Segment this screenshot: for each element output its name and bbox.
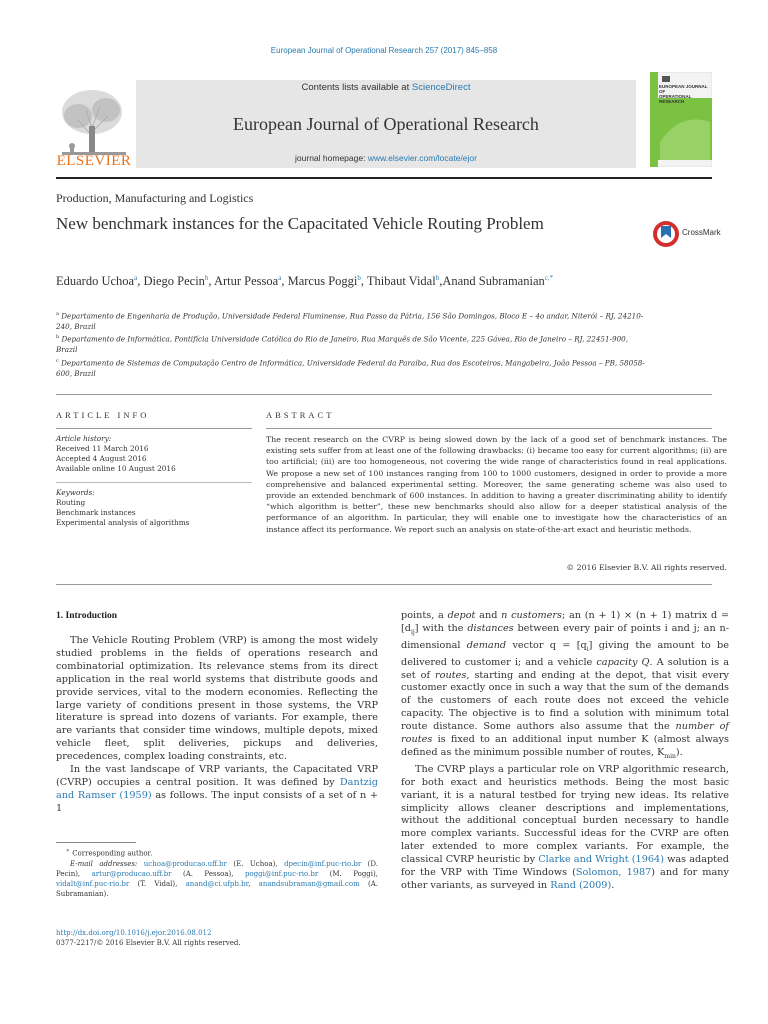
email-owner: (M. Poggi), [318,869,378,878]
email-owner: (A. Pessoa), [171,869,245,878]
author-separator: , [439,274,443,289]
intro-heading: 1. Introduction [56,611,118,621]
affiliation [56,309,646,332]
affiliation-text: Departamento de Sistemas de Computação Centro de Informática, Universidade Federal da Paraíba, Rua dos Escoteiros, Mangabeira, João Pessoa – PB, 58058-600, Brazil [56,358,645,378]
abstract-heading: ABSTRACT [266,410,335,420]
ref-rand[interactable]: Rand (2009) [550,879,612,891]
article-section-name: Production, Manufacturing and Logistics [56,191,254,205]
abstract-copyright: © 2016 Elsevier B.V. All rights reserved. [566,563,727,572]
author-affiliation-marker[interactable]: c,* [544,274,554,282]
body-column-left [56,635,378,816]
keyword: Benchmark instances [56,508,136,517]
sciencedirect-link[interactable]: ScienceDirect [411,82,471,93]
author-list [56,269,616,290]
elsevier-wordmark: ELSEVIER [56,153,132,169]
email-link[interactable]: artur@producao.uff.br [91,869,172,878]
article-info-divider [56,482,252,483]
journal-homepage-line: journal homepage: www.elsevier.com/locate/ejor [295,153,477,163]
email-owner: (T. Vidal), [129,879,186,888]
email-link[interactable]: anandsubraman@gmail.com [258,879,360,888]
intro-paragraph-2: In the vast landscape of VRP variants, the Capacitated VRP (CVRP) occupies a central position. It was defined by Dantzig and Ramser (1959) as follows. The input consists of a set of n + 1 [56,764,379,814]
affiliation-marker: b [56,334,60,341]
affiliation [56,332,646,355]
journal-cover-thumbnail[interactable] [650,72,712,167]
author-name[interactable]: Thibaut Vidal [366,274,436,289]
affiliation [56,356,646,379]
header-rule [56,177,712,179]
keyword: Experimental analysis of algorithms [56,518,190,527]
journal-citation[interactable]: European Journal of Operational Research 257 (2017) 845–858 [270,46,498,55]
email-owner: (D. Pecin), [56,859,378,878]
ref-solomon[interactable]: Solomon, 1987 [575,867,652,879]
doi-link[interactable]: http://dx.doi.org/10.1016/j.ejor.2016.08.012 [56,929,212,937]
author-name[interactable]: Artur Pessoa [213,274,279,289]
crossmark-label: CrossMark [682,228,721,237]
front-matter-rule [56,394,712,395]
author-separator: , [208,274,214,289]
email-link[interactable]: vidalt@inf.puc-rio.br [56,879,130,888]
email-link[interactable]: poggi@inf.puc-rio.br [244,869,319,878]
author-affiliation-marker[interactable]: a [134,274,138,282]
keywords-label: Keywords: [56,488,95,497]
affiliation-marker: a [56,311,59,317]
cover-title: EUROPEAN JOURNAL OF OPERATIONAL RESEARCH [659,84,708,104]
author-affiliation-marker[interactable]: a [278,274,282,282]
history-online: Available online 10 August 2016 [56,464,176,473]
affiliation-text: Departamento de Informática, Pontifícia Universidade Católica do Rio de Janeiro, Rua Marquês de São Vicente, 225 Gávea, Rio de Janeiro – RJ, 22451-900, Brazil [56,334,629,355]
journal-title: European Journal of Operational Research [233,114,539,134]
footnote-rule [56,842,136,843]
corresponding-author-note: ∗ Corresponding author. [66,848,153,858]
affiliation-text: Departamento de Engenharia de Produção, Universidade Federal Fluminense, Rua Passo da Pátria, 156 São Domingos, Bloco E – 4o andar, Niterói – RJ, 24210-240, Brazil [56,311,644,331]
email-owner: , [248,879,259,888]
author-name[interactable]: Anand Subramanian [442,274,545,289]
intro-paragraph-3: points, a depot and n customers; an (n + 1) × (n + 1) matrix $d = [d_{ij}]$ with the distances between every pair of points i and j; an n-dimensional demand vector $q = [q_i]$ giving the amount to be delivered to customer i; and a vehicle capacity Q. A solution is a set of routes, starting and ending at the depot, that visit every customer exactly once in such a way that the sum of the demands of the customers of each route does not exceed the vehicle capacity. The objective is to find a solution with minimum total route distance. Some authors also assume that the number of routes is fixed to an additional input number K (almost always defined as the minimum possible number of routes, $K_{min}$). [401,610,729,760]
doi-block [56,928,378,948]
journal-homepage-link[interactable]: www.elsevier.com/locate/ejor [367,153,477,163]
intro-paragraph-1: The Vehicle Routing Problem (VRP) is among the most widely studied problems in the fields of operations research and combinatorial optimization. Its relevance stems from its direct application in the real world systems that distribute goods and provide services, vital to the modern economies. Reflecting the large variety of conditions present in those systems, the VRP literature is spread into dozens of variants. For example, there are variants that consider time windows, multiple depots, mixed vehicle fleet, split deliveries, pickups and deliveries, precedences, complex loading constraints, etc. [56,635,378,763]
author-affiliation-marker[interactable]: b [357,274,361,282]
email-addresses: E-mail addresses: uchoa@producao.uff.br (E. Uchoa), dpecin@inf.puc-rio.br (D. Pecin), artur@producao.uff.br (A. Pessoa), poggi@inf.puc-rio.br (M. Poggi), vidalt@inf.puc-rio.br (T. Vidal), anand@ci.ufpb.br, anandsubraman@gmail.com (A. Subramanian). [56,859,378,899]
issn-line: 0377-2217/© 2016 Elsevier B.V. All rights reserved. [56,939,241,947]
history-received: Received 11 March 2016 [56,444,149,453]
article-info-rule [56,428,252,429]
article-info-heading: ARTICLE INFO [56,410,150,420]
ref-clarke-wright[interactable]: Clarke and Wright (1964) [538,854,664,866]
email-link[interactable]: uchoa@producao.uff.br [143,859,227,868]
author-name[interactable]: Eduardo Uchoa [56,274,135,289]
author-name[interactable]: Diego Pecin [143,274,205,289]
crossmark-icon [652,220,680,248]
article-info [56,434,252,528]
contents-line: Contents lists available at ScienceDirect [301,82,471,93]
affiliation-marker: c [56,357,59,364]
ref-dantzig-ramser[interactable]: Dantzig and Ramser (1959) [56,776,378,801]
email-owner: (E. Uchoa), [226,859,285,868]
abstract-bottom-rule [56,584,712,585]
author-affiliation-marker[interactable]: b [435,274,440,282]
author-separator: , [281,274,288,289]
author-name[interactable]: Marcus Poggi [287,274,358,289]
crossmark-badge[interactable] [652,218,732,250]
corresponding-author-footnote [56,846,378,899]
history-label: Article history: [56,434,112,443]
author-separator: , [360,274,367,289]
body-column-right [401,610,729,893]
email-link[interactable]: anand@ci.ufpb.br [185,879,249,888]
paper-title: New benchmark instances for the Capacitated Vehicle Routing Problem [56,214,544,233]
email-owner: (A. Subramanian). [56,879,378,899]
intro-paragraph-4: The CVRP plays a particular role on VRP algorithmic research, for both exact and heuristics methods. Being the most basic variant, it is a natural testbed for trying new ideas. Its relative simplicity allows cleaner descriptions and implementations, without the additional conceptual burden necessary to handle more complex variants. Successful ideas for the CVRP are often later extended to more complex variants. For example, the classical CVRP heuristic by Clarke and Wright (1964) was adapted for the VRP with Time Windows (Solomon, 1987) and for many other variants, as surveyed in Rand (2009). [401,763,729,891]
abstract-rule [266,428,712,429]
affiliations [56,309,646,379]
author-affiliation-marker[interactable]: b [204,274,209,282]
author-separator: , [137,274,144,289]
abstract-text: The recent research on the CVRP is being slowed down by the lack of a good set of benchmark instances. The existing sets suffer from at least one of the following drawbacks: (i) became too easy for current algorithms; (ii) are too artificial; (iii) are too homogeneous, not covering the wide range of characteristics found in real applications. We propose a new set of 100 instances ranging from 100 to 1000 customers, designed in order to provide a more comprehensive and balanced experimental setting. Moreover, the same generating scheme was also used to provide an extended benchmark of 600 instances. In addition to having a greater discriminating ability to identify “which algorithm is better”, these new benchmarks should also allow for a deeper statistical analysis of the performance of an algorithm. In particular, they will enable one to investigate how the characteristics of an instance affect its performance. We report such an analysis on state-of-the-art exact and heuristic methods. [266,435,727,534]
history-accepted: Accepted 4 August 2016 [56,454,147,463]
keyword: Routing [56,498,86,507]
email-link[interactable]: dpecin@inf.puc-rio.br [284,859,362,868]
elsevier-logo [56,80,132,170]
